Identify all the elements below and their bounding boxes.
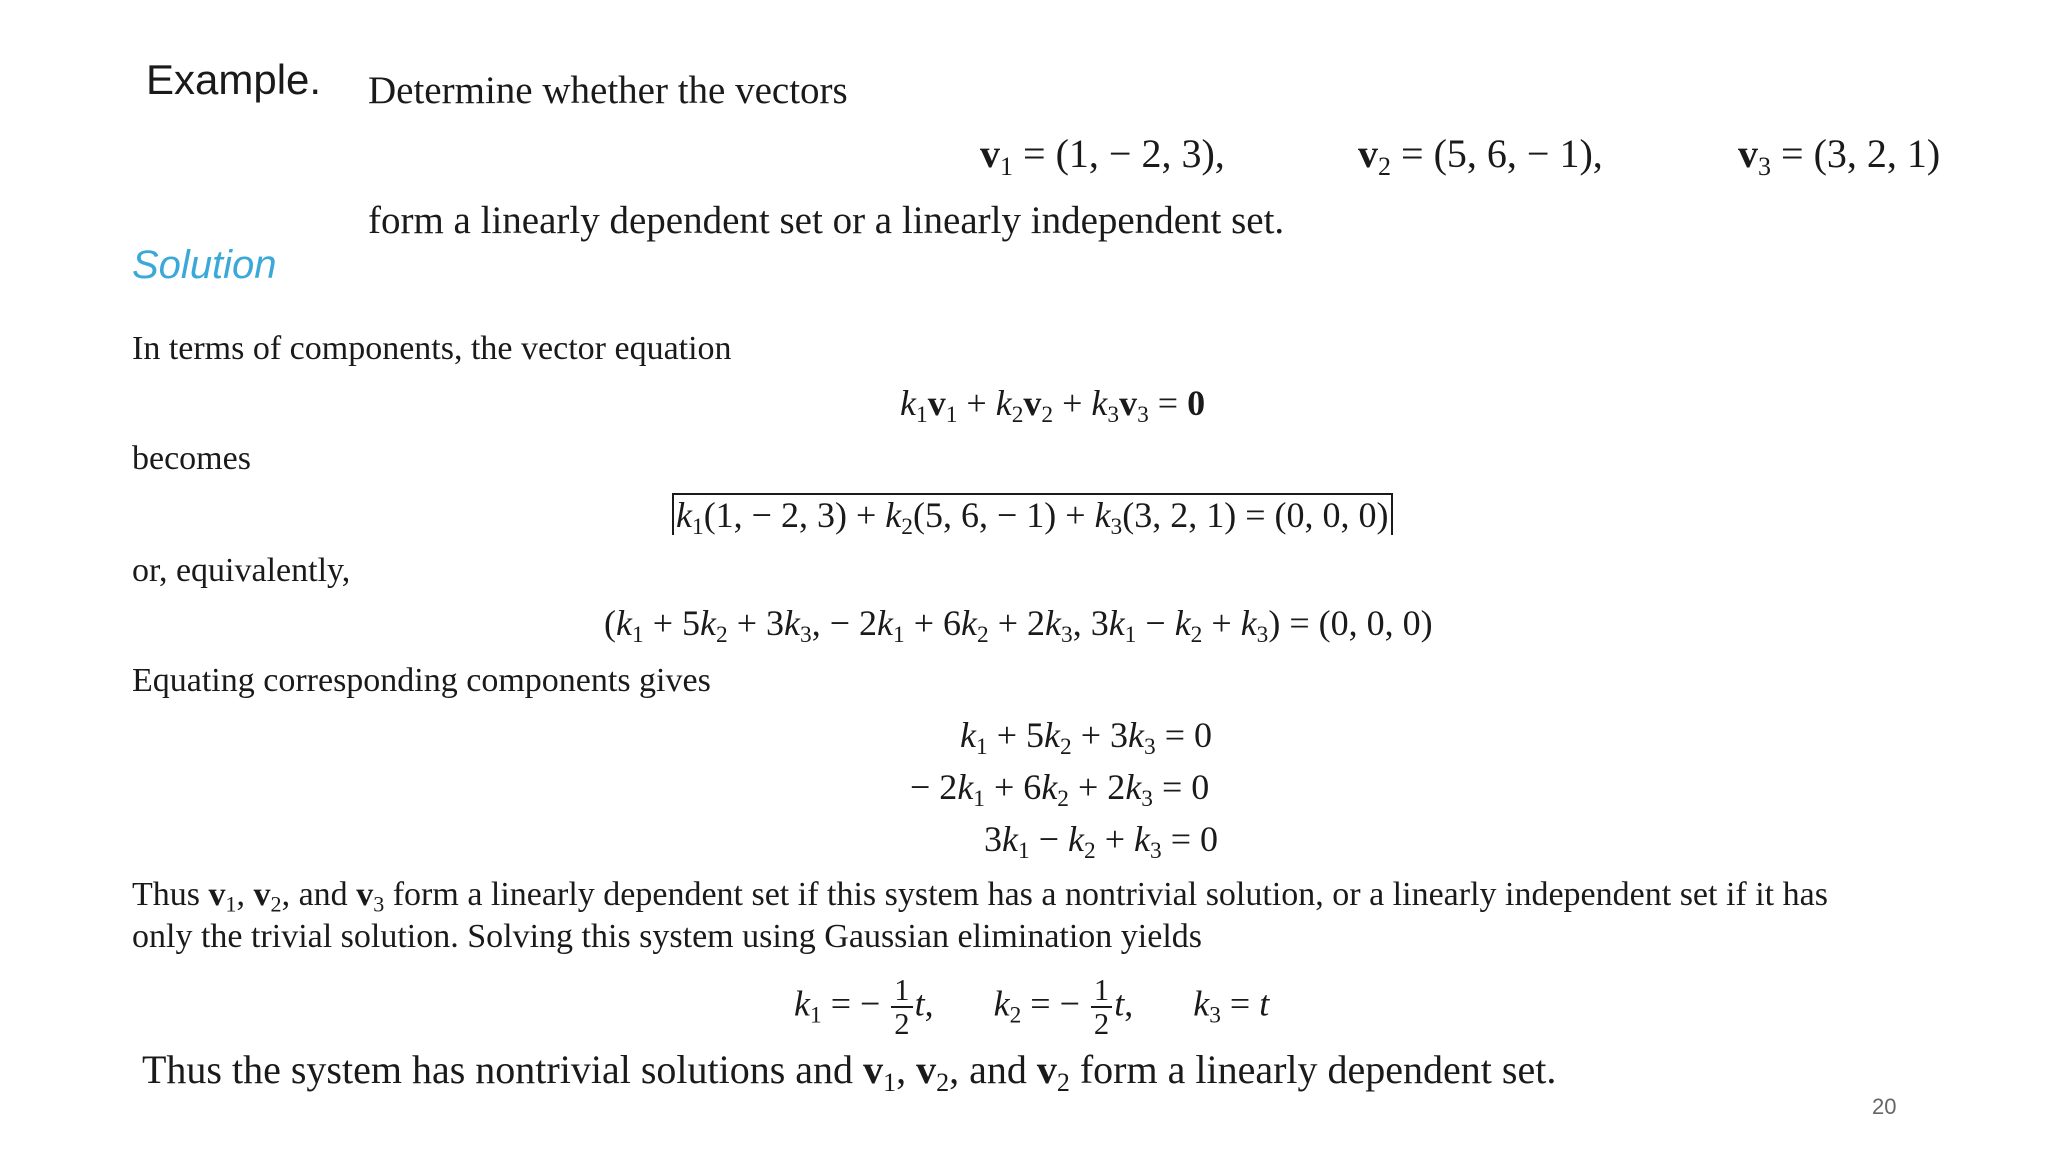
problem-statement-continued: form a linearly dependent set or a linearly independent set. <box>368 199 1285 242</box>
para-thus-line1: Thus $v_1$, $v_2$, and $v_3$ form a linearly dependent set if this system has a nontrivial solution, or a linearly independent set if it has <box>132 876 1828 917</box>
solution-values: $k_1$ = − $\frac{1}{2}$ t, $k_2$ = − $\frac{1}{2}$ t, $k_3 = t$ <box>794 973 1270 1042</box>
para-equating: Equating corresponding components gives <box>132 662 711 699</box>
page-number: 20 <box>1872 1094 1897 1119</box>
equation-components: $k_1(1$, − 2, $3) + k_2(5$, 6, − $1) + k_3(3$, 2, 1) = (0, 0, 0) <box>672 494 1393 536</box>
vector-v2: $v_2 = (5$, 6, − 1), <box>1358 131 1603 181</box>
para-equivalently: or, equivalently, <box>132 552 351 589</box>
system-eq-3: $3k_1 - k_2 + k_3 = 0$ <box>984 819 1218 865</box>
para-vector-equation: In terms of components, the vector equation <box>132 330 732 367</box>
conclusion: Thus the system has nontrivial solutions and $v_1$, $v_2$, and $v_2$ form a linearly dependent set. <box>142 1047 1557 1097</box>
system-eq-2: − $2k_1 + 6k_2 + 2k_3 = 0$ <box>910 767 1210 813</box>
solution-label: Solution <box>132 243 277 287</box>
vector-v1: $v_1 = (1$, − 2, 3), <box>980 131 1225 181</box>
problem-statement: Determine whether the vectors <box>368 69 848 112</box>
example-label: Example. <box>146 56 322 103</box>
equation-equivalent: ($k_1 + 5k_2 + 3k_3$, − $2k_1 + 6k_2 + 2k_3$, $3k_1 - k_2 + k_3) = (0$, 0, 0) <box>604 603 1433 649</box>
para-thus-line2: only the trivial solution. Solving this system using Gaussian elimination yields <box>132 918 1203 955</box>
vector-v3: $v_3 = (3$, 2, 1) <box>1738 131 1941 181</box>
system-eq-1: $k_1 + 5k_2 + 3k_3 = 0$ <box>960 715 1212 761</box>
equation-vector-sum: $k_1v_1 + k_2v_2 + k_3v_3 = 0$ <box>900 383 1206 429</box>
para-becomes: becomes <box>132 440 251 477</box>
